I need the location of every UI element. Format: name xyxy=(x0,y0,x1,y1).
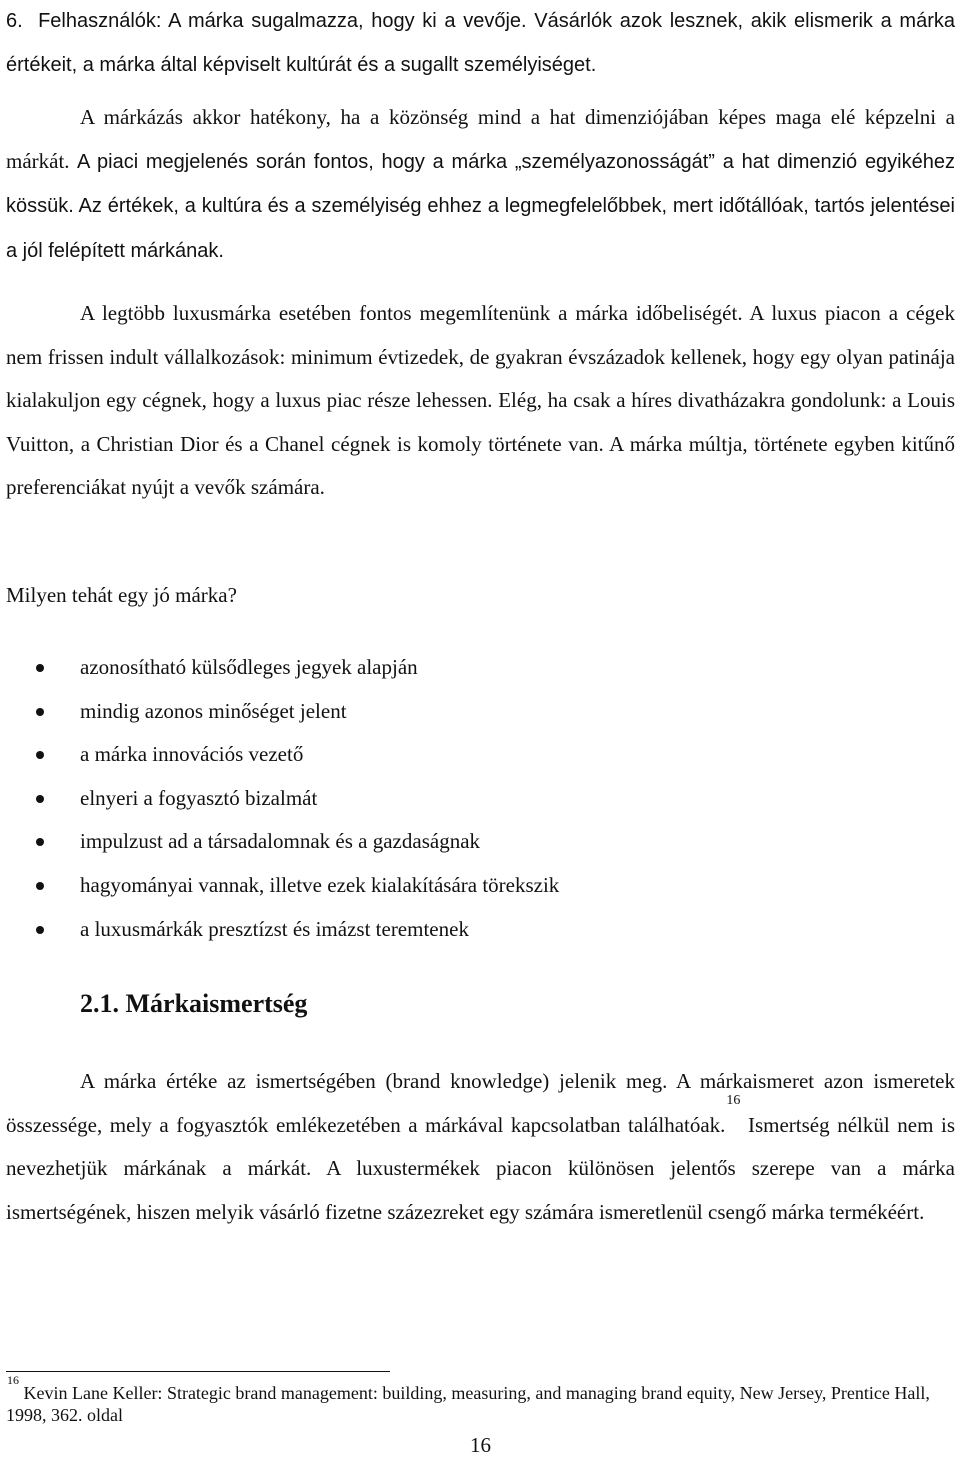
page-number: 16 xyxy=(470,1433,491,1457)
footnote-ref[interactable]: 16 xyxy=(726,1092,741,1108)
list-item xyxy=(6,820,906,864)
bullet-text: impulzust ad a társadalomnak és a gazdaságnak xyxy=(80,829,481,854)
list-item xyxy=(6,908,906,952)
list-item xyxy=(6,646,906,690)
section-heading: 2.1. Márkaismertség xyxy=(80,989,308,1018)
bullet-text: mindig azonos minőséget jelent xyxy=(80,698,347,723)
paragraph-dimensions xyxy=(6,96,955,273)
footnote-text: Kevin Lane Keller: Strategic brand management: building, measuring, and managing brand equity, New Jersey, Prentice Hall, 1998, 362. oldal xyxy=(6,1383,930,1425)
list-item-text: Felhasználók: A márka sugalmazza, hogy ki a vevője. Vásárlók azok lesznek, akik elismerik a márka értékeit, a márka által képviselt kultúrát és a sugallt személyiséget. xyxy=(6,10,955,76)
bullet-icon xyxy=(36,926,44,934)
paragraph-sans-part: A piaci megjelenés során fontos, hogy a márka „személyazonosságát” a hat dimenzió egyikéhez kössük. Az értékek, a kultúra és a személyiség ehhez a legmegfelelőbbek, mert időtállóak, tartós jelentései a jól felépített márkának. xyxy=(6,150,955,262)
list-item xyxy=(6,777,906,821)
bullet-icon xyxy=(36,708,44,716)
bullet-icon xyxy=(36,751,44,759)
paragraph-serif-part: A márkázás akkor hatékony, ha a közönség mind a hat dimenziójában képes maga elé képzelni a márkát. xyxy=(6,105,955,173)
bullet-list xyxy=(6,646,906,951)
question-line: Milyen tehát egy jó márka? xyxy=(6,583,237,607)
list-item xyxy=(6,733,906,777)
bullet-icon xyxy=(36,795,44,803)
paragraph-text-after-ref: Ismertség nélkül nem is nevezhetjük márkának a márkát. A luxustermékek piacon különösen jelentős szerepe van a márka ismertségének, hiszen melyik vásárló fizetne százezreket egy számára ismeretlenül csengő márka termékéért. xyxy=(6,1112,955,1224)
footnote-number: 16 xyxy=(7,1373,19,1387)
bullet-text: a márka innovációs vezető xyxy=(80,742,304,767)
document-page xyxy=(6,0,955,1460)
list-item-number: 6. xyxy=(6,10,23,32)
list-item xyxy=(6,690,906,734)
bullet-text: azonosítható külsődleges jegyek alapján xyxy=(80,655,418,679)
list-item-6 xyxy=(6,0,955,87)
footnote xyxy=(6,1373,955,1426)
paragraph-brand-awareness xyxy=(6,1060,955,1234)
bullet-icon xyxy=(36,664,44,672)
footnote-divider xyxy=(6,1371,390,1372)
bullet-icon xyxy=(36,882,44,890)
paragraph-text-before-ref: A márka értéke az ismertségében (brand knowledge) jelenik meg. A márkaismeret azon ismeretek összessége, mely a fogyasztók emlékezetében a márkával kapcsolatban találhatóak. xyxy=(6,1069,955,1137)
bullet-text: elnyeri a fogyasztó bizalmát xyxy=(80,785,318,810)
bullet-text: a luxusmárkák presztízst és imázst teremtenek xyxy=(80,916,469,941)
paragraph-luxury-history: A legtöbb luxusmárka esetében fontos megemlítenünk a márka időbeliségét. A luxus piacon a cégek nem frissen indult vállalkozások: minimum évtizedek, de gyakran évszázadok kellenek, hogy egy olyan patinája kialakuljon egy cégnek, hogy a luxus piac része lehessen. Elég, ha csak a híres divatházakra gondolunk: a Louis Vuitton, a Christian Dior és a Chanel cégnek is komoly története van. A márka múltja, története egyben kitűnő preferenciákat nyújt a vevők számára. xyxy=(6,301,955,500)
list-item xyxy=(6,864,906,908)
bullet-icon xyxy=(36,838,44,846)
bullet-text: hagyományai vannak, illetve ezek kialakítására törekszik xyxy=(80,872,560,897)
